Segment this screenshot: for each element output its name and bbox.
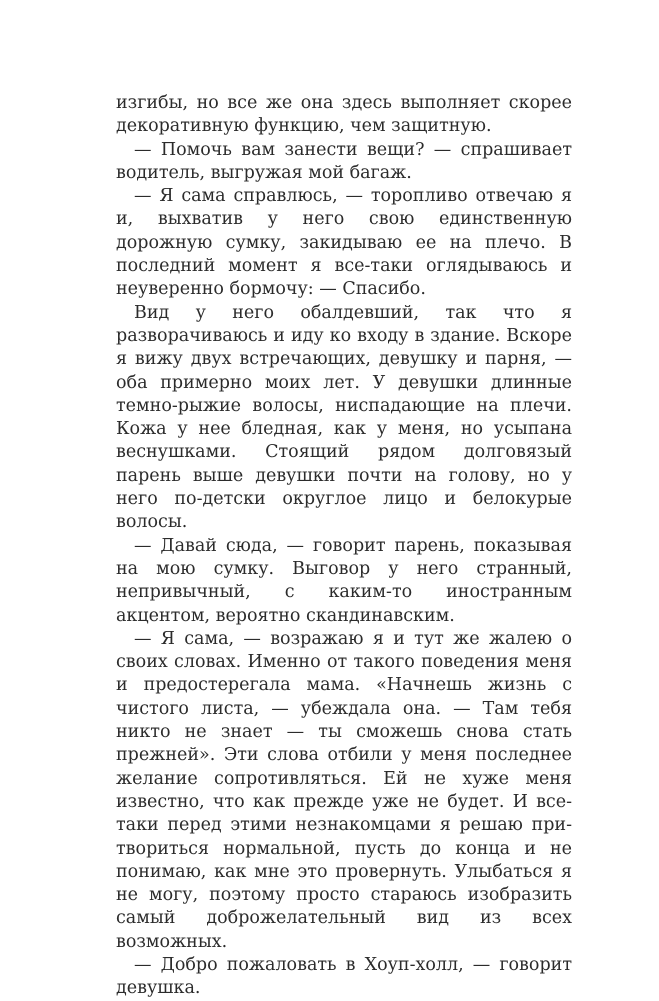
paragraph-3: — Я сама справлюсь, — торопливо отвечаю я и, выхватив у него свою единственную дорожную сумку, закидываю ее на плечо. В последний момент я все-таки оглядываюсь и неуверенно бормочу: — Спасибо. <box>116 186 572 300</box>
paragraph-1: изгибы, но все же она здесь выполняет скорее декоративную функцию, чем защитную. <box>116 93 572 137</box>
paragraph-2: — Помочь вам занести вещи? — спрашивает водитель, выгружая мой багаж. <box>116 139 572 183</box>
paragraph-7: — Добро пожаловать в Хоуп-холл, — говорит девушка. <box>116 954 572 999</box>
paragraph-5: — Давай сюда, — говорит парень, показывая на мою сумку. Выговор у него странный, непривычный, с каким-то иностранным акцентом, вероятно скандинавским. <box>116 535 572 626</box>
book-page-text <box>116 92 572 1001</box>
paragraph-4: Вид у него обалдевший, так что я разворачиваюсь и иду ко входу в здание. Вскоре я вижу двух встречающих, девушку и парня, — оба примерно моих лет. У девушки длинные темно-рыжие волосы, ниспадающие на плечи. Кожа у нее бледная, как у меня, но усыпана веснушками. Стоящий рядом долговязый парень выше девушки почти на голову, но у него по-детски округлое лицо и белокурые волосы. <box>116 302 572 533</box>
paragraph-6: — Я сама, — возражаю я и тут же жалею о своих словах. Именно от такого поведения меня и предостерегала мама. «Начнешь жизнь с чистого листа, — убеждала она. — Там тебя никто не знает — ты сможешь снова стать прежней». Эти слова отбили у меня последнее желание сопротивляться. Ей не хуже меня известно, что как прежде уже не будет. И все-таки перед этими незнакомцами я решаю притвориться нормальной, пусть до конца и не понимаю, как мне это провернуть. Улыбаться я не могу, поэтому просто стараюсь изобразить самый доброжелательный вид из всех возможных. <box>116 628 572 952</box>
